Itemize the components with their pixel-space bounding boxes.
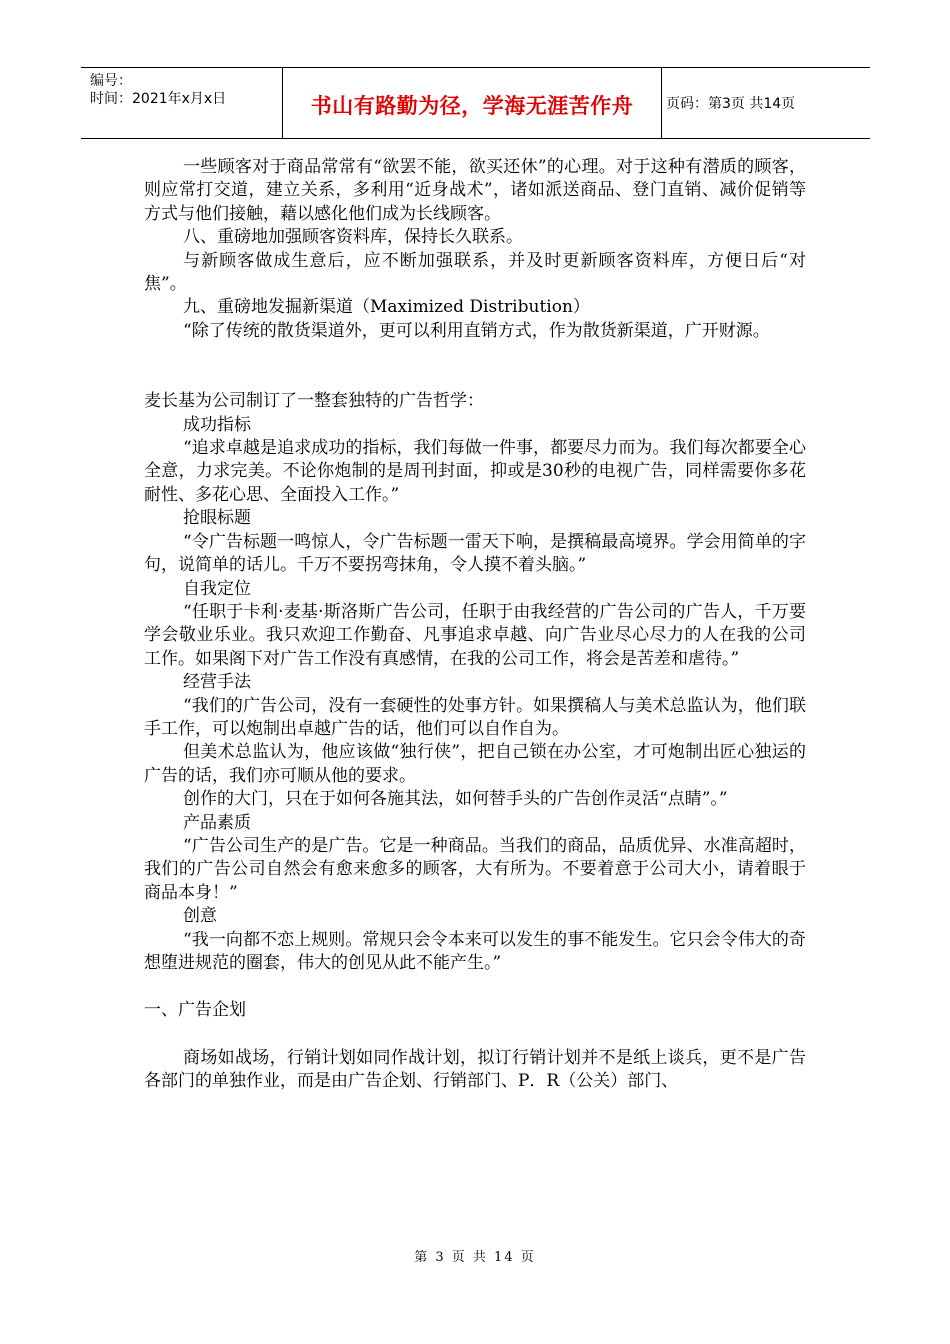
- subheading: 自我定位: [183, 578, 251, 599]
- paragraph: 麦长基为公司制订了一整套独特的广告哲学：: [144, 391, 484, 412]
- section-heading: 九、重磅地发掘新渠道（Maximized Distribution）: [183, 297, 590, 318]
- paragraph: 一些顾客对于商品常常有“欲罢不能，欲买还休”的心理。对于这种有潜质的顾客，则应常打交道，建立关系，多利用“近身战术”，诸如派送商品、登门直销、减价促销等方式与他们接触，藉以感化他们成为长线顾客。: [144, 157, 806, 224]
- section-heading: 一、广告企划: [144, 1000, 246, 1021]
- subheading: 创意: [183, 906, 217, 927]
- subheading: 成功指标: [183, 414, 251, 435]
- paragraph: 但美术总监认为，他应该做“独行侠”，把自己锁在办公室，才可炮制出匠心独运的广告的话，我们亦可顺从他的要求。: [144, 742, 806, 786]
- paragraph: “广告公司生产的是广告。它是一种商品。当我们的商品，品质优异、水准高超时，我们的广告公司自然会有愈来愈多的顾客，大有所为。不要着意于公司大小，请着眼于商品本身！”: [144, 835, 806, 903]
- subheading: 抢眼标题: [183, 508, 251, 529]
- document-body: [144, 156, 806, 1094]
- paragraph: 商场如战场，行销计划如同作战计划，拟订行销计划并不是纸上谈兵，更不是广告各部门的单独作业，而是由广告企划、行销部门、P．R（公关）部门、: [144, 1047, 806, 1092]
- header-page-cell: [662, 68, 870, 138]
- section-heading: 八、重磅地加强顾客资料库，保持长久联系。: [183, 227, 523, 248]
- paragraph: 与新顾客做成生意后，应不断加强联系，并及时更新顾客资料库，方便日后“对焦”。: [144, 250, 806, 295]
- header-motto-cell: [283, 68, 662, 138]
- page-header: [81, 67, 870, 139]
- paragraph: “追求卓越是追求成功的指标，我们每做一件事，都要尽力而为。我们每次都要全心全意，力求完美。不论你炮制的是周刊封面，抑或是30秒的电视广告，同样需要你多花耐性、多花心思、全面投入工作。”: [144, 438, 806, 505]
- header-page-info: 页码：第3页 共14页: [666, 96, 796, 112]
- paragraph: “除了传统的散货渠道外，更可以利用直销方式，作为散货新渠道，广开财源。: [183, 320, 770, 341]
- page-footer: 第 3 页 共 14 页: [414, 1250, 536, 1265]
- paragraph: “任职于卡利·麦基·斯洛斯广告公司，任职于由我经营的广告公司的广告人，千万要学会敬业乐业。我只欢迎工作勤奋、凡事追求卓越、向广告业尽心尽力的人在我的公司工作。如果阁下对广告工作没有真感情，在我的公司工作，将会是苦差和虐待。”: [144, 601, 806, 669]
- doc-time-label: 时间：2021年x月x日: [90, 91, 227, 107]
- paragraph: “令广告标题一鸣惊人，令广告标题一雷天下响，是撰稿最高境界。学会用简单的字句，说简单的话儿。千万不要拐弯抹角，令人摸不着头脑。”: [144, 531, 806, 576]
- paragraph: 创作的大门，只在于如何各施其法，如何替手头的广告创作灵活“点睛”。”: [183, 789, 728, 810]
- doc-code-label: 编号：: [90, 73, 132, 89]
- paragraph: “我一向都不恋上规则。常规只会令本来可以发生的事不能发生。它只会令伟大的奇想堕进规范的圈套，伟大的创见从此不能产生。”: [144, 929, 806, 973]
- paragraph: “我们的广告公司，没有一套硬性的处事方针。如果撰稿人与美术总监认为，他们联手工作，可以炮制出卓越广告的话，他们可以自作自为。: [144, 695, 806, 739]
- subheading: 产品素质: [183, 812, 251, 833]
- header-motto: 书山有路勤为径，学海无涯苦作舟: [310, 94, 634, 118]
- header-meta-cell: [81, 68, 283, 138]
- subheading: 经营手法: [183, 672, 251, 693]
